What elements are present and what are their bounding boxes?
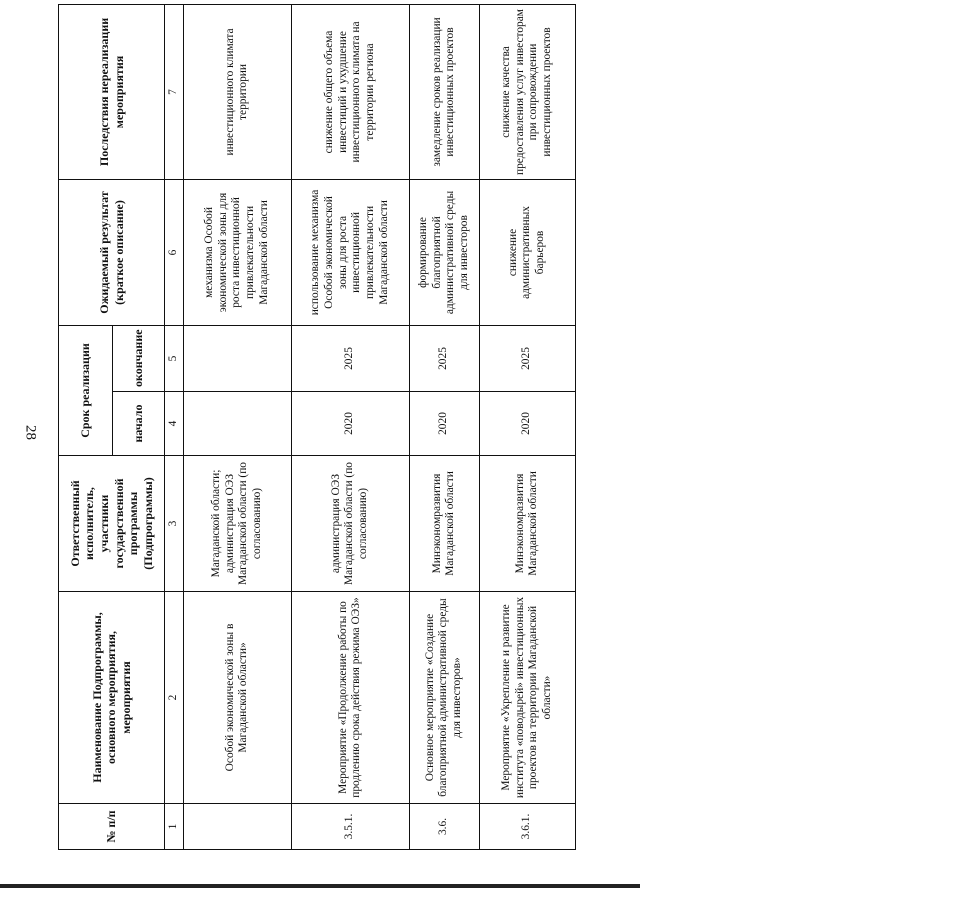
row-start: 2020 [291,392,409,456]
table-row [291,4,409,849]
row-start: 2020 [409,392,479,456]
header-num: № п/п [59,804,165,850]
table-stage [58,0,640,850]
column-index-row [165,4,184,849]
row-name: Мероприятие «Продолжение работы по продлению срока действия режима ОЭЗ» [291,592,409,804]
row-start: 2020 [479,392,575,456]
col-index-2: 2 [165,592,184,804]
page-number: 28 [22,425,39,440]
row-start [183,392,291,456]
header-end: окончание [113,325,165,391]
header-responsible: Ответственный исполнитель, участники государственной программы (Подпрограммы) [59,456,165,592]
row-end: 2025 [409,325,479,391]
row-consequences: замедление сроков реализации инвестиционных проектов [409,4,479,179]
col-index-5: 5 [165,325,184,391]
row-result: механизма Особой экономической зоны для роста инвестиционной привлекательности Магаданской области [183,179,291,325]
row-num: 3.5.1. [291,804,409,850]
row-consequences: снижение качества предоставления услуг инвесторам при сопровождении инвестиционных проектов [479,4,575,179]
row-end [183,325,291,391]
row-name: Особой экономической зоны в Магаданской области» [183,592,291,804]
col-index-7: 7 [165,4,184,179]
col-index-1: 1 [165,804,184,850]
col-index-6: 6 [165,179,184,325]
row-num: 3.6. [409,804,479,850]
header-term: Срок реализации [59,325,113,455]
row-result: формирование благоприятной административной среды для инвесторов [409,179,479,325]
row-result: использование механизма Особой экономической зоны для роста инвестиционной привлекательности Магаданской области [291,179,409,325]
row-name: Основное мероприятие «Создание благоприятной административной среды для инвесторов» [409,592,479,804]
row-name: Мероприятие «Укрепление и развитие института «поводырей» инвестиционных проектов на территории Магаданской области» [479,592,575,804]
header-start: начало [113,392,165,456]
row-num: 3.6.1. [479,804,575,850]
row-responsible: администрация ОЭЗ Магаданской области (по согласованию) [291,456,409,592]
col-index-4: 4 [165,392,184,456]
row-responsible: Минэкономразвития Магаданской области [409,456,479,592]
row-num [183,804,291,850]
row-end: 2025 [291,325,409,391]
table-row [479,4,575,849]
header-consequences: Последствия нереализации мероприятия [59,4,165,179]
table-row [183,4,291,849]
row-responsible: Минэкономразвития Магаданской области [479,456,575,592]
table-row [409,4,479,849]
col-index-3: 3 [165,456,184,592]
row-responsible: Магаданской области; администрация ОЭЗ Магаданской области (по согласованию) [183,456,291,592]
row-consequences: инвестиционного климата территории [183,4,291,179]
bottom-rule [0,884,640,888]
events-table [58,4,576,850]
header-result: Ожидаемый результат (краткое описание) [59,179,165,325]
row-end: 2025 [479,325,575,391]
header-row-1 [59,4,113,849]
row-result: снижение административных барьеров [479,179,575,325]
rotated-page-area [58,0,963,843]
header-name: Наименование Подпрограммы, основного мероприятия, мероприятия [59,592,165,804]
row-consequences: снижение общего объема инвестиций и ухудшение инвестиционного климата на территории региона [291,4,409,179]
